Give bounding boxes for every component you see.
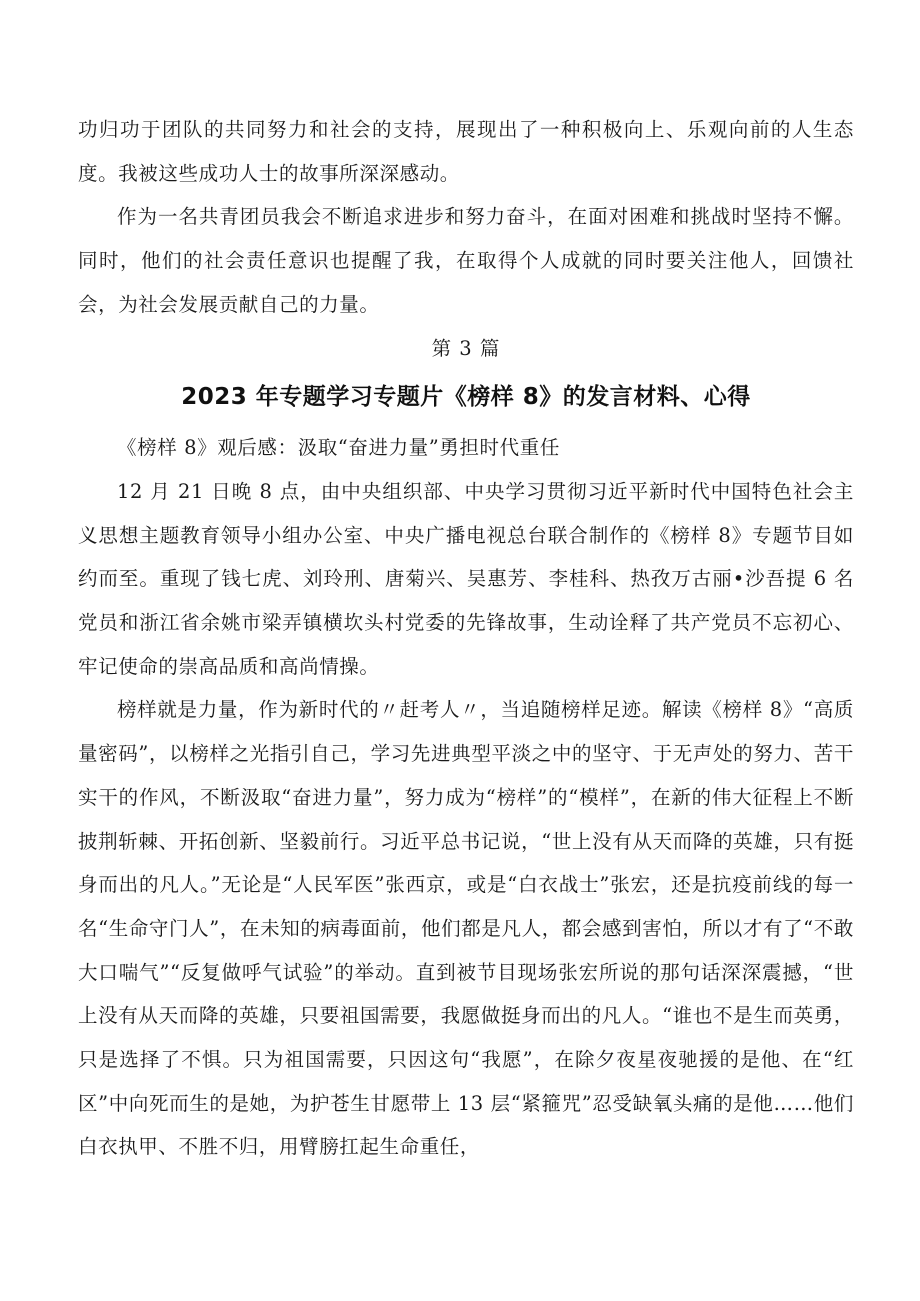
document-title: 2023 年专题学习专题片《榜样 8》的发言材料、心得	[181, 384, 751, 411]
paragraph-continuation: 功归功于团队的共同努力和社会的支持，展现出了一种积极向上、乐观向前的人生态度。我被这些成功人士的故事所深深感动。	[78, 118, 854, 185]
document-subtitle: 《榜样 8》观后感：汲取“奋进力量”勇担时代重任	[117, 436, 560, 460]
section-label: 第 3 篇	[431, 336, 501, 360]
paragraph-program-intro: 12 月 21 日晚 8 点，由中央组织部、中央学习贯彻习近平新时代中国特色社会主义思想主题教育领导小组办公室、中央广播电视总台联合制作的《榜样 8》专题节目如约而至。重现了钱七虎、刘玲刑、唐菊兴、吴惠芳、李桂科、热孜万古丽•沙吾提 6 名党员和浙江省余姚市梁弄镇横坎头村党委的先锋故事，生动诠释了共产党员不忘初心、牢记使命的崇高品质和高尚情操。	[78, 479, 854, 678]
document-page	[78, 108, 854, 1169]
paragraph-role-models: 榜样就是力量，作为新时代的〃赶考人〃，当追随榜样足迹。解读《榜样 8》“高质量密码”，以榜样之光指引自己，学习先进典型平淡之中的坚守、于无声处的努力、苦干实干的作风，不断汲取“奋进力量”，努力成为“榜样”的“模样”，在新的伟大征程上不断披荆斩棘、开拓创新、坚毅前行。习近平总书记说，“世上没有从天而降的英雄，只有挺身而出的凡人。”无论是“人民军医”张西京，或是“白衣战士”张宏，还是抗疫前线的每一名“生命守门人”，在未知的病毒面前，他们都是凡人，都会感到害怕，所以才有了“不敢大口喘气”“反复做呼气试验”的举动。直到被节目现场张宏所说的那句话深深震撼，“世上没有从天而降的英雄，只要祖国需要，我愿做挺身而出的凡人。“谁也不是生而英勇，只是选择了不惧。只为祖国需要，只因这句“我愿”，在除夕夜星夜驰援的是他、在“红区”中向死而生的是她，为护苍生甘愿带上 13 层“紧箍咒”忍受缺氧头痛的是他……他们白衣执甲、不胜不归，用臂膀扛起生命重任，	[78, 698, 854, 1159]
paragraph-youth-league: 作为一名共青团员我会不断追求进步和努力奋斗，在面对困难和挑战时坚持不懈。同时，他们的社会责任意识也提醒了我，在取得个人成就的同时要关注他人，回馈社会，为社会发展贡献自己的力量。	[78, 205, 854, 316]
